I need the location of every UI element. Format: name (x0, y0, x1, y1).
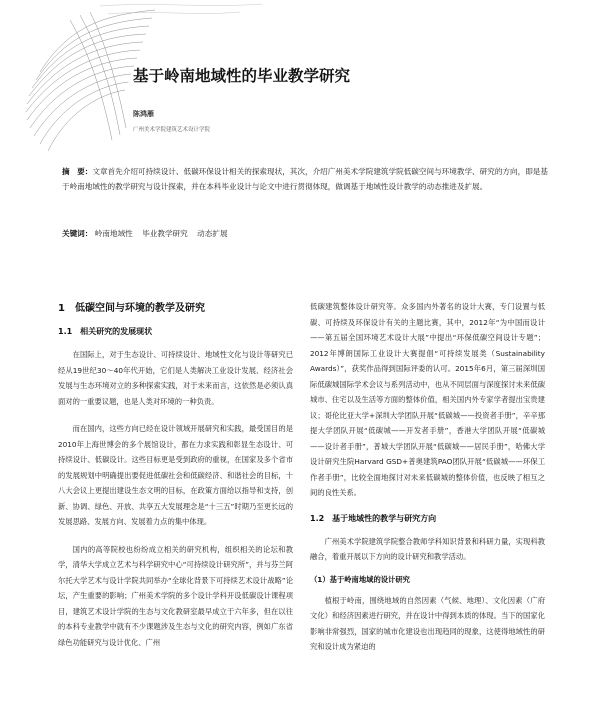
body-paragraph: 在国际上，对于生态设计、可持续设计、地域性文化与设计等研究已经从19世纪30～40年代开始，它们是人类解决工业设计发展、经济社会发展与生态环境对立的多种探索实践，对于未来而言，这依然是必须认真面对的一重要议题，也是人类对环境的一种负责。 (58, 350, 293, 406)
subsubsection-heading: （1）基于岭南地域的设计研究 (310, 574, 410, 584)
author-affiliation: 广州美术学院建筑艺术设计学院 (133, 127, 211, 133)
body-paragraph: 国内的高等院校也纷纷成立相关的研究机构，组织相关的论坛和教学，清华大学成立艺术与科学研究中心“可持续设计研究所”，并与芬兰阿尔托大学艺术与设计学院共同举办“全球化背景下可持续艺术设计战略”论坛，产生重要的影响；广州美术学院的多个设计学科开设低碳设计课程项目，建筑艺术设计学院的生态与文化教研室最早成立于六年多，但在以往的本科专业教学中就有不少课题涉及生态与文化的研究内容，例如广东省绿色功能研究与设计优化、广州 (58, 544, 293, 647)
keyword: 动态扩展 (197, 229, 228, 238)
body-paragraph: 广州美术学院建筑学院整合教师学科知识背景和科研力量，实现科教融合，着重开展以下方向的设计研究和教学活动。 (310, 536, 545, 561)
section-heading: 1 低碳空间与环境的教学及研究 (58, 303, 205, 314)
keywords-label: 关键词： (62, 229, 93, 238)
keyword: 岭南地域性 (94, 229, 133, 238)
abstract-label: 摘 要： (62, 167, 93, 176)
paper-title: 基于岭南地域性的毕业教学研究 (133, 67, 351, 85)
author-name: 陈鸿雁 (133, 110, 154, 118)
subsection-heading: 1.2 基于地域性的教学与研究方向 (310, 513, 437, 523)
left-column (58, 296, 293, 726)
keyword: 毕业教学研究 (142, 229, 188, 238)
abstract (62, 164, 548, 194)
keywords (62, 228, 235, 239)
body-paragraph: 而在国内，这些方向已经在设计领域开展研究和实践，最受国目的是2010年上海世博会的多个展馆设计，都在力求实践和彰显生态设计、可持续设计、低碳设计。这些目标更是受到政府的重视，在国家及多个省市的发展规划中明确提出要促进低碳社会和低碳经济、和谐社会的目标，十八大会议上更提出建设生态文明的目标，在政策方面给以指导和支持，创新、协调、绿色、开放、共享五大发展理念是“十三五”时期乃至更长远的发展思路、发展方向、发展着力点的集中体现。 (58, 424, 293, 526)
subsection-heading: 1.1 相关研究的发展现状 (58, 327, 153, 336)
right-column (310, 299, 545, 726)
body-paragraph: 低碳建筑整体设计研究等。众多国内外著名的设计大赛，专门设置与低碳、可持续及环保设计有关的主题比赛，其中，2012年“为中国而设计——第五届全国环境艺术设计大展”中提出“环保低碳空间设计专题”；2012年博朗国际工业设计大赛提倡“可持续发展类（Sustainability Awards）”，获奖作品得到国际评委的认可。2015年6月，第三届深圳国际低碳城国际学术会议与系列活动中，也从不同层面与深度探讨未来低碳城市、住宅以及生活等方面的整体价值，相关国内外专家学者提出宝贵建议；哥伦比亚大学+深圳大学团队开展“低碳城——投资者手册”，辛辛那提大学团队开展“低碳城——开发者手册”，香港大学团队开展“低碳城——设计者手册”，普城大学团队开展“低碳城——居民手册”，哈佛大学设计研究生院Harvard GSD+普奥建筑PAO团队开展“低碳城——环保工作者手册”，比较全面地探讨对未来低碳城的整体价值，也反映了相互之间的良性关系。 (310, 302, 545, 497)
body-paragraph: 植根于岭南，围绕地域的自然因素（气候、地理）、文化因素（广府文化）和经济因素进行研究，并在设计中得到本质的体现。当下的国家化影响非常强烈，国家的城市化建设也出现趋同的现象，这使得地域性的研究和设计成为紧迫的 (310, 595, 545, 651)
abstract-text: 文章首先介绍可持续设计、低碳环保设计相关的探索现状，其次，介绍广州美术学院建筑学院低碳空间与环境教学、研究的方向，即是基于岭南地域性的教学研究与设计探索，并在本科毕业设计与论文中进行贯彻体现，做调基于地域性设计教学的动态推进及扩展。 (62, 167, 548, 192)
